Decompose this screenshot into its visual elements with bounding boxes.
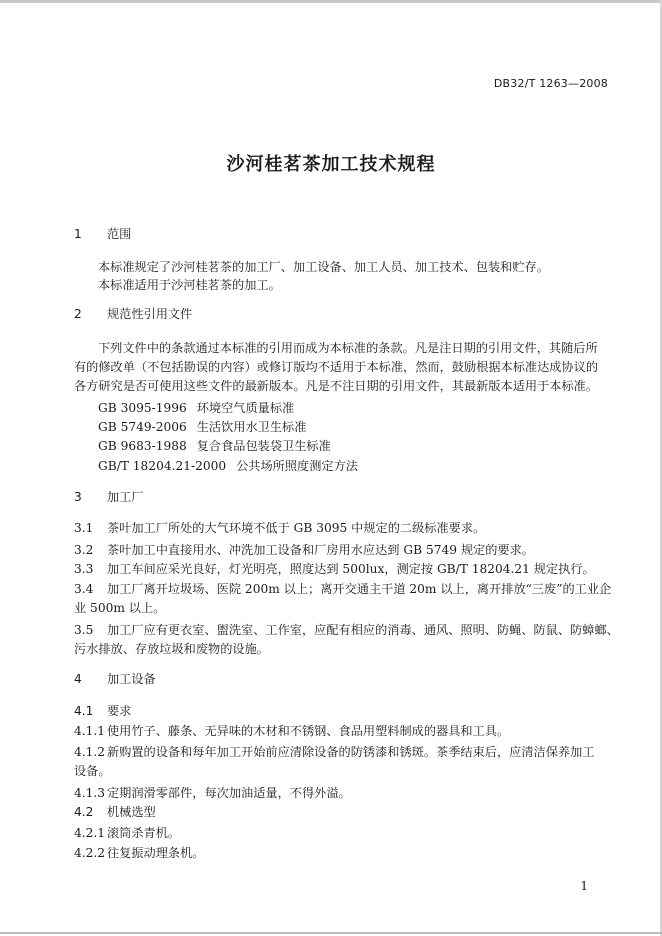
paragraph-line: 各方研究是否可使用这些文件的最新版本。凡是不注日期的引用文件，其最新版本适用于本标准。 [74, 379, 599, 393]
reference-code: GB/T 18204.21-2000 [98, 459, 227, 473]
reference-name: 复合食品包装袋卫生标准 [196, 439, 331, 453]
clause-4-1-3 [74, 785, 351, 801]
clause-continuation: 业 500m 以上。 [74, 601, 166, 615]
clause-number: 3.4 [74, 582, 94, 596]
clause-3-2 [74, 542, 534, 558]
clause-4-1-2 [74, 744, 595, 760]
section-title: 加工设备 [107, 672, 156, 686]
clause-3-3 [74, 561, 595, 577]
clause-number: 3.3 [74, 562, 94, 576]
page-number: 1 [580, 879, 588, 893]
reference-code: GB 5749-2006 [98, 420, 187, 434]
section-number: 3 [74, 490, 82, 504]
reference-item [98, 458, 358, 474]
clause-number: 4.2.1 [74, 826, 106, 840]
paragraph: 本标准规定了沙河桂茗茶的加工厂、加工设备、加工人员、加工技术、包装和贮存。 [98, 260, 549, 274]
section-2-heading [74, 306, 192, 322]
scan-edge-top [0, 0, 662, 3]
clause-3-4 [74, 581, 611, 597]
clause-number: 4.2.2 [74, 846, 106, 860]
subsection-4-2-heading [74, 804, 156, 820]
paragraph-line: 下列文件中的条款通过本标准的引用而成为本标准的条款。凡是注日期的引用文件，其随后所 [98, 341, 598, 355]
section-title: 规范性引用文件 [107, 307, 193, 321]
clause-number: 4.1 [74, 704, 94, 718]
reference-code: GB 9683-1988 [98, 439, 187, 453]
section-number: 1 [74, 227, 82, 241]
section-number: 2 [74, 307, 82, 321]
reference-item [98, 438, 331, 454]
clause-text: 往复振动理条机。 [107, 846, 205, 860]
reference-item [98, 400, 294, 416]
clause-text: 加工车间应采光良好，灯光明亮，照度达到 500lux，测定按 GB/T 18204.21 规定执行。 [107, 562, 595, 576]
clause-number: 3.2 [74, 543, 94, 557]
paragraph-line: 有的修改单（不包括勘误的内容）或修订版均不适用于本标准，然而，鼓励根据本标准达成协议的 [74, 360, 599, 374]
document-title: 沙河桂茗茶加工技术规程 [226, 154, 436, 175]
subsection-title: 机械选型 [107, 805, 156, 819]
reference-name: 公共场所照度测定方法 [236, 459, 358, 473]
section-title: 加工厂 [107, 490, 144, 504]
clause-text: 加工厂离开垃圾场、医院 200m 以上；离开交通主干道 20m 以上，离开排放“三废”的工业企 [107, 582, 612, 596]
clause-4-1-1 [74, 723, 509, 739]
reference-item [98, 419, 306, 435]
clause-text: 新购置的设备和每年加工开始前应清除设备的防锈漆和锈斑。茶季结束后，应清洁保养加工 [107, 745, 595, 759]
clause-continuation: 设备。 [74, 764, 111, 778]
scan-edge-bottom [0, 932, 662, 934]
section-1-heading [74, 226, 131, 242]
section-title: 范围 [107, 227, 132, 241]
clause-number: 4.1.2 [74, 745, 106, 759]
standard-code: DB32/T 1263—2008 [493, 77, 608, 90]
reference-code: GB 3095-1996 [98, 401, 187, 415]
clause-number: 4.1.1 [74, 724, 106, 738]
subsection-4-1-heading [74, 703, 131, 719]
clause-text: 定期润滑零部件，每次加油适量，不得外溢。 [107, 786, 351, 800]
subsection-title: 要求 [107, 704, 132, 718]
clause-text: 使用竹子、藤条、无异味的木材和不锈钢、食品用塑料制成的器具和工具。 [107, 724, 510, 738]
clause-number: 3.5 [74, 623, 94, 637]
clause-4-2-2 [74, 845, 205, 861]
section-3-heading [74, 489, 144, 505]
clause-number: 3.1 [74, 521, 94, 535]
clause-3-1 [74, 520, 485, 536]
clause-number: 4.1.3 [74, 786, 106, 800]
section-4-heading [74, 671, 156, 687]
clause-text: 茶叶加工厂所处的大气环境不低于 GB 3095 中规定的二级标准要求。 [107, 521, 486, 535]
reference-name: 生活饮用水卫生标准 [196, 420, 307, 434]
clause-3-5 [74, 622, 619, 638]
clause-text: 加工厂应有更衣室、盥洗室、工作室，应配有相应的消毒、通风、照明、防蝇、防鼠、防蟑螂、 [107, 623, 619, 637]
clause-text: 茶叶加工中直接用水、冲洗加工设备和厂房用水应达到 GB 5749 规定的要求。 [107, 543, 534, 557]
clause-continuation: 污水排放、存放垃圾和废物的设施。 [74, 642, 269, 656]
clause-text: 滚筒杀青机。 [107, 826, 181, 840]
section-number: 4 [74, 672, 82, 686]
paragraph: 本标准适用于沙河桂茗茶的加工。 [98, 278, 281, 292]
clause-4-2-1 [74, 825, 180, 841]
reference-name: 环境空气质量标准 [196, 401, 295, 415]
clause-number: 4.2 [74, 805, 94, 819]
